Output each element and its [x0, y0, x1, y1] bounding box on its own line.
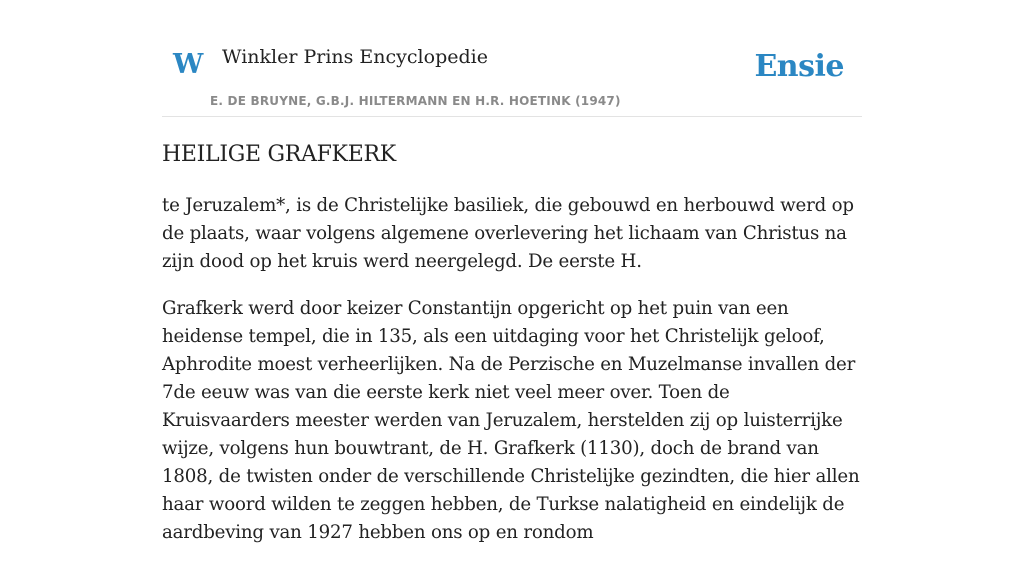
encyclopedia-title[interactable]: Winkler Prins Encyclopedie [222, 46, 488, 68]
logo-w-icon[interactable]: W [173, 49, 204, 80]
authors-line: E. DE BRUYNE, G.B.J. HILTERMANN EN H.R. HOETINK (1947) [210, 94, 621, 108]
ensie-logo[interactable]: Ensie [754, 49, 844, 84]
article-paragraph-2: Grafkerk werd door keizer Constantijn opgericht op het puin van een heidense tempel, die in 135, als een uitdaging voor het Christelijk geloof, Aphrodite moest verheerlijken. Na de Perzische en Muzelmanse invallen der 7de eeuw was van die eerste kerk niet veel meer over. Toen de Kruisvaarders meester werden van Jeruzalem, herstelden zij op luisterrijke wijze, volgens hun bouwtrant, de H. Grafkerk (1130), doch de brand van 1808, de twisten onder de verschillende Christelijke gezindten, die hier allen haar woord wilden te zeggen hebben, de Turkse nalatigheid en eindelijk de aardbeving van 1927 hebben ons op en rondom [162, 298, 860, 543]
header [162, 30, 862, 117]
article-title: HEILIGE GRAFKERK [162, 142, 396, 167]
article [162, 140, 862, 566]
article-paragraph-1: te Jeruzalem*, is de Christelijke basiliek, die gebouwd en herbouwd werd op de plaats, waar volgens algemene overlevering het lichaam van Christus na zijn dood op het kruis werd neergelegd. De eerste H. [162, 195, 854, 272]
